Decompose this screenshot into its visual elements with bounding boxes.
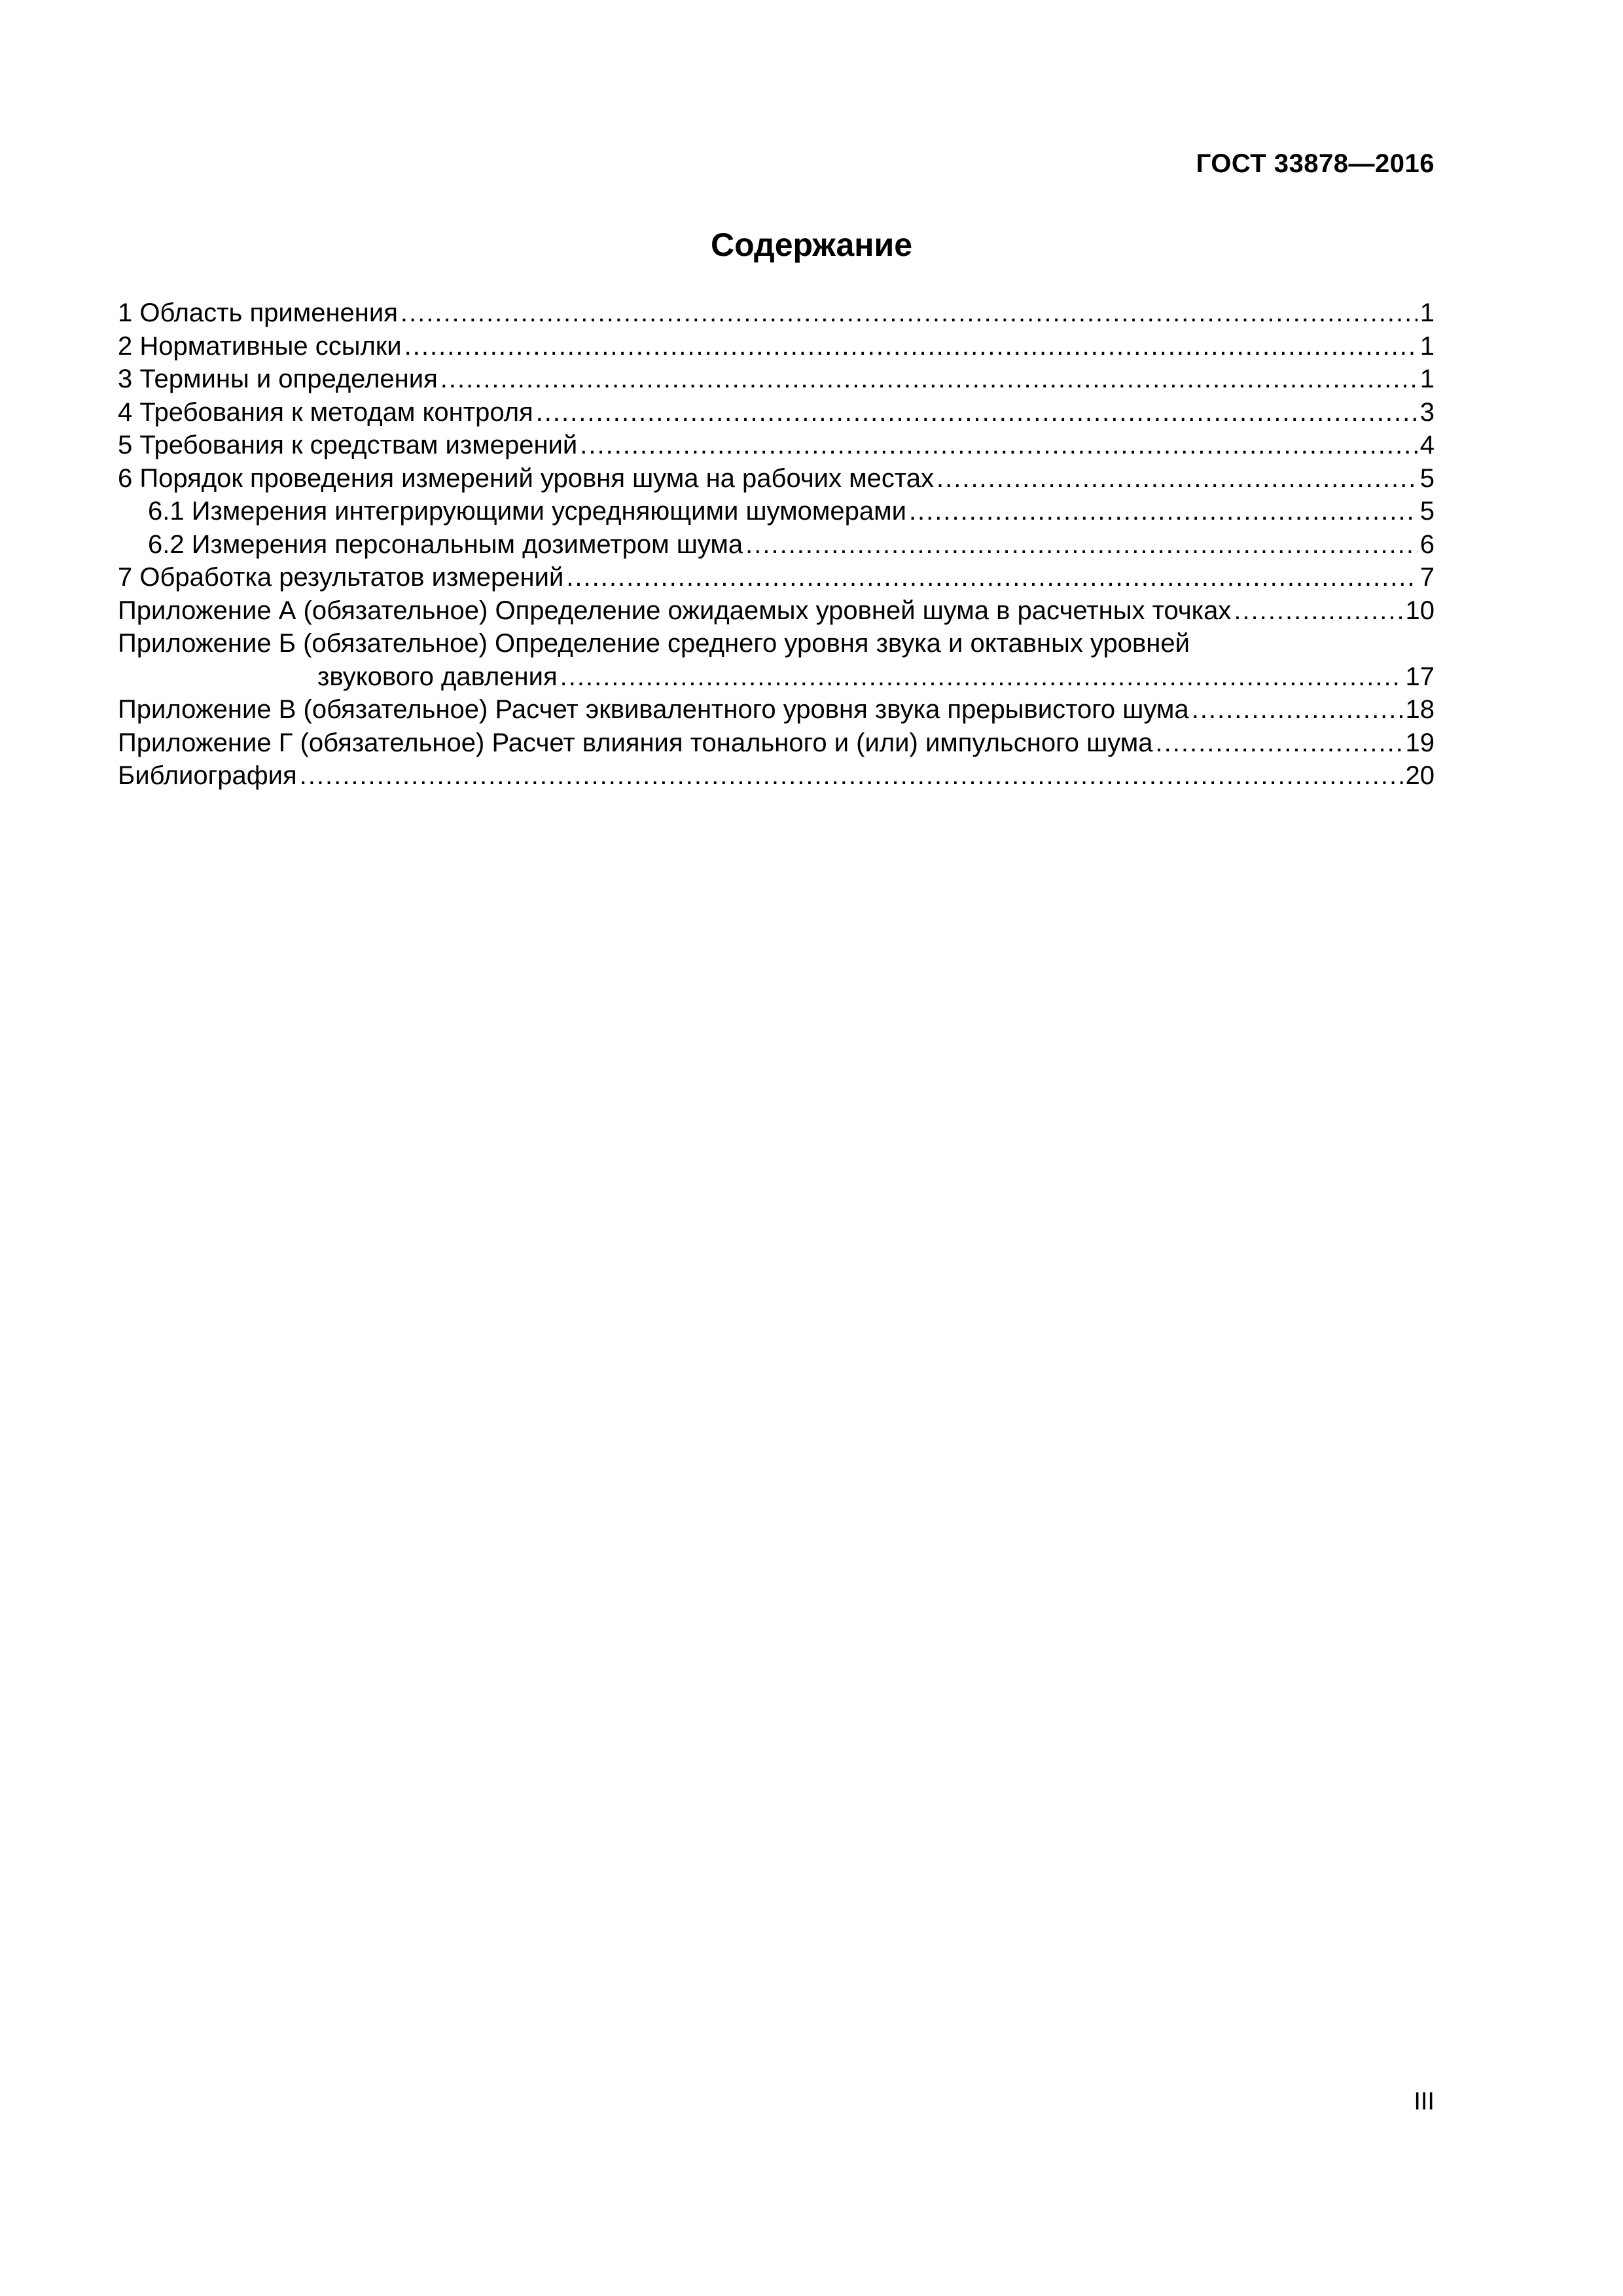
toc-entry-page: 19 xyxy=(1405,728,1435,757)
table-of-contents xyxy=(118,296,1435,793)
toc-entry-label: 6.2 Измерения персональным дозиметром шума xyxy=(148,529,743,559)
toc-entry[interactable] xyxy=(118,726,1435,760)
toc-entry-page: 1 xyxy=(1419,331,1435,361)
toc-entry-page: 20 xyxy=(1405,761,1435,790)
dot-leader xyxy=(1156,726,1403,760)
toc-entry[interactable] xyxy=(118,561,1435,594)
toc-entry-label-line1: Приложение Б (обязательное) Определение среднего уровня звука и октавных уровней xyxy=(118,629,1190,658)
toc-title: Содержание xyxy=(710,226,913,263)
toc-entry-label-line2: звукового давления xyxy=(317,662,558,691)
toc-entry-page: 4 xyxy=(1419,431,1435,459)
toc-entry-label: 2 Нормативные ссылки xyxy=(118,331,402,361)
document-code: ГОСТ 33878—2016 xyxy=(1196,149,1435,178)
toc-entry-multiline[interactable] xyxy=(118,627,1435,693)
dot-leader xyxy=(440,363,1418,396)
toc-entry-label: 3 Термины и определения xyxy=(118,365,438,393)
dot-leader xyxy=(1192,693,1403,726)
toc-entry-label: Приложение А (обязательное) Определение ожидаемых уровней шума в расчетных точках xyxy=(118,596,1232,625)
toc-entry[interactable] xyxy=(118,429,1435,462)
dot-leader xyxy=(566,561,1417,594)
toc-entry-label: 1 Область применения xyxy=(118,298,398,327)
dot-leader xyxy=(560,660,1403,694)
toc-entry-page: 5 xyxy=(1419,463,1435,493)
toc-entry-label: Библиография xyxy=(118,761,297,790)
toc-entry-label: Приложение Г (обязательное) Расчет влияния тонального и (или) импульсного шума xyxy=(118,728,1153,757)
toc-entry-page: 1 xyxy=(1419,365,1435,393)
dot-leader xyxy=(936,462,1418,495)
toc-entry-page: 5 xyxy=(1419,497,1435,526)
page-number: III xyxy=(1414,2088,1435,2115)
toc-entry[interactable] xyxy=(118,759,1435,793)
toc-subentry[interactable] xyxy=(118,528,1435,562)
toc-entry[interactable] xyxy=(118,594,1435,628)
toc-entry-label: 4 Требования к методам контроля xyxy=(118,397,533,427)
toc-entry[interactable] xyxy=(118,693,1435,726)
toc-entry-continuation xyxy=(118,660,1435,694)
dot-leader xyxy=(536,396,1418,429)
toc-entry-page: 10 xyxy=(1405,596,1435,625)
toc-entry-label: Приложение В (обязательное) Расчет эквивалентного уровня звука прерывистого шума xyxy=(118,695,1189,724)
dot-leader xyxy=(300,759,1403,793)
toc-entry-page: 1 xyxy=(1419,298,1435,327)
toc-entry-page: 17 xyxy=(1405,662,1435,691)
dot-leader xyxy=(745,528,1418,562)
dot-leader xyxy=(909,495,1418,528)
toc-entry-page: 18 xyxy=(1405,695,1435,724)
dot-leader xyxy=(401,296,1418,330)
toc-entry[interactable] xyxy=(118,363,1435,396)
toc-entry[interactable] xyxy=(118,462,1435,495)
dot-leader xyxy=(1234,594,1402,628)
toc-entry-label: 6 Порядок проведения измерений уровня шума на рабочих местах xyxy=(118,463,934,493)
toc-entry-label: 7 Обработка результатов измерений xyxy=(118,563,564,592)
toc-entry[interactable] xyxy=(118,396,1435,429)
toc-entry-page: 7 xyxy=(1419,563,1435,592)
toc-subentry[interactable] xyxy=(118,495,1435,528)
toc-entry[interactable] xyxy=(118,296,1435,330)
toc-entry-page: 3 xyxy=(1419,397,1435,427)
toc-entry-label: 5 Требования к средствам измерений xyxy=(118,431,578,459)
dot-leader xyxy=(580,429,1418,462)
toc-entry[interactable] xyxy=(118,330,1435,363)
toc-entry-label: 6.1 Измерения интегрирующими усредняющими шумомерами xyxy=(148,497,906,526)
toc-entry-page: 6 xyxy=(1419,529,1435,559)
dot-leader xyxy=(404,330,1418,363)
